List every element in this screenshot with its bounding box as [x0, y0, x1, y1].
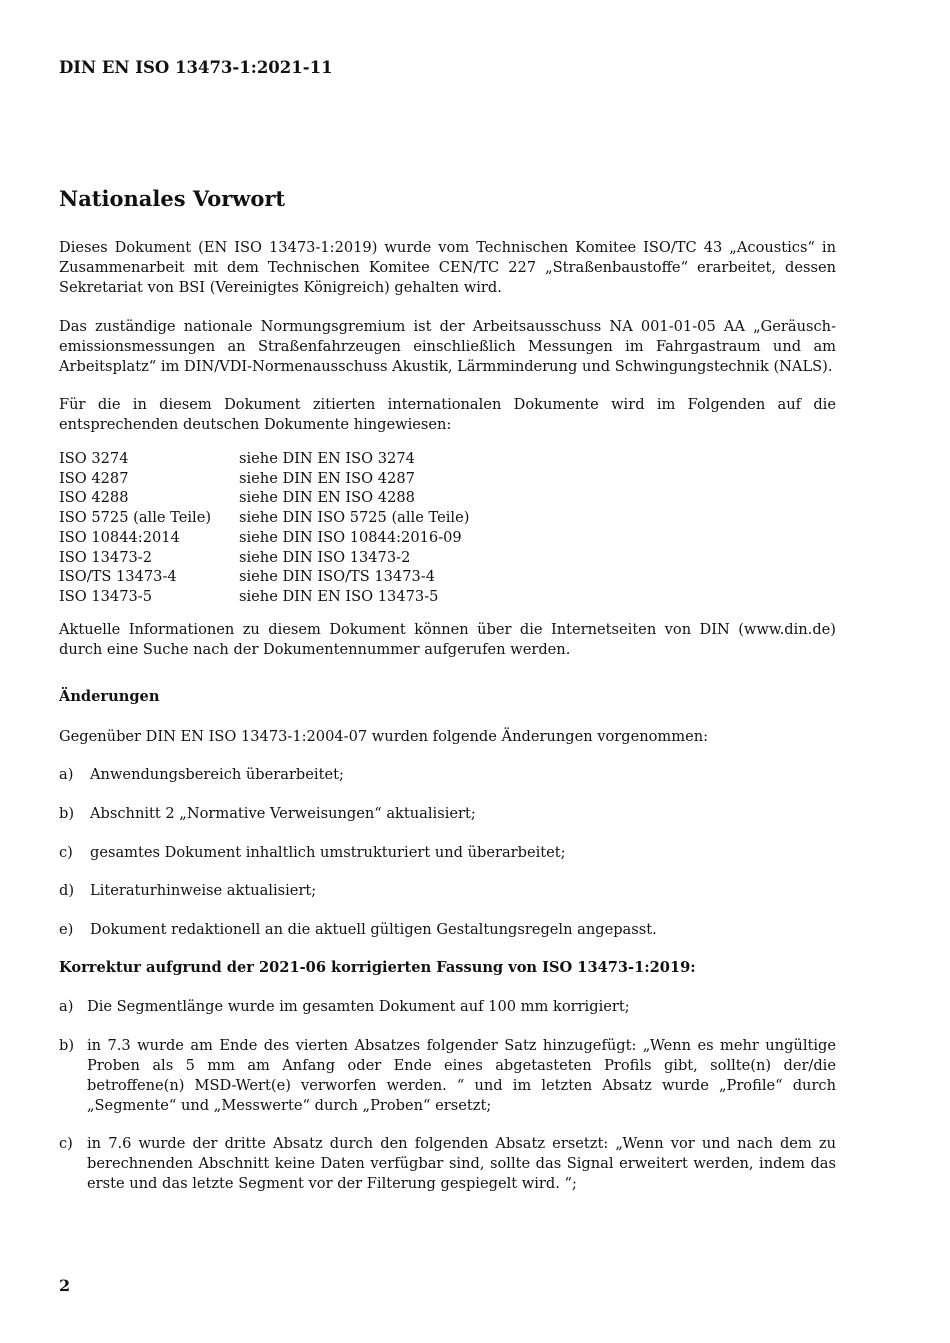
item-text: in 7.6 wurde der dritte Absatz durch den folgenden Absatz ersetzt: „Wenn vor und nach dem zu berechnenden Abschnitt keine Daten verfügbar sind, sollte das Signal erweitert werden, indem das erste und das letzte Segment vor der Filterung gespiegelt wird. “; [87, 1135, 836, 1192]
corrections-heading: Korrektur aufgrund der 2021-06 korrigierten Fassung von ISO 13473-1:2019: [59, 959, 696, 976]
din-ref: siehe DIN EN ISO 4288 [239, 489, 415, 507]
paragraph-din-info: Aktuelle Informationen zu diesem Dokument können über die Internetseiten von DIN (www.din.de) durch eine Suche nach der Dokumentennummer aufgerufen werden. [59, 621, 836, 658]
correction-item [59, 1036, 836, 1116]
item-label: d) [59, 882, 75, 899]
change-item [59, 920, 836, 940]
din-ref: siehe DIN EN ISO 13473-5 [239, 587, 439, 605]
reference-row [59, 469, 469, 489]
paragraph-standards-body: Das zuständige nationale Normungsgremium ist der Arbeitsausschuss NA 001-01-05 AA „Geräusch-emissionsmessungen an Straßenfahrzeugen einschließlich Messungen im Fahrgastraum und am Arbeitsplatz“ im DIN/VDI-Normenausschuss Akustik, Lärmminderung und Schwingungstechnik (NALS). [59, 318, 836, 375]
change-item [59, 881, 836, 901]
reference-row [59, 587, 469, 607]
document-header: DIN EN ISO 13473-1:2021-11 [59, 58, 333, 77]
changes-heading: Änderungen [59, 688, 160, 705]
item-text: gesamtes Dokument inhaltlich umstrukturiert und überarbeitet; [90, 844, 566, 861]
din-ref: siehe DIN EN ISO 4287 [239, 469, 415, 487]
item-text: Dokument redaktionell an die aktuell gültigen Gestaltungsregeln angepasst. [90, 921, 657, 938]
item-text: Literaturhinweise aktualisiert; [90, 882, 317, 899]
changes-intro: Gegenüber DIN EN ISO 13473-1:2004-07 wurden folgende Änderungen vorgenommen: [59, 728, 709, 745]
iso-ref: ISO 13473-2 [59, 548, 153, 566]
change-item [59, 843, 836, 863]
iso-ref: ISO/TS 13473-4 [59, 568, 177, 586]
iso-ref: ISO 13473-5 [59, 587, 153, 605]
reference-row [59, 449, 469, 469]
section-title: Nationales Vorwort [59, 186, 286, 211]
iso-ref: ISO 4287 [59, 469, 129, 487]
page-number: 2 [59, 1276, 71, 1295]
reference-list [59, 449, 469, 607]
item-label: e) [59, 921, 74, 938]
iso-ref: ISO 5725 (alle Teile) [59, 509, 212, 527]
reference-row [59, 508, 469, 528]
reference-row [59, 488, 469, 508]
din-ref: siehe DIN ISO 5725 (alle Teile) [239, 509, 470, 527]
item-text: Abschnitt 2 „Normative Verweisungen“ aktualisiert; [90, 805, 476, 822]
correction-item [59, 997, 836, 1017]
din-ref: siehe DIN ISO 13473-2 [239, 548, 411, 566]
paragraph-committee: Dieses Dokument (EN ISO 13473-1:2019) wurde vom Technischen Komitee ISO/TC 43 „Acoustics“ in Zusammenarbeit mit dem Technischen Komitee CEN/TC 227 „Straßenbaustoffe“ erarbeitet, dessen Sekretariat von BSI (Vereinigtes Königreich) gehalten wird. [59, 239, 836, 296]
item-text: in 7.3 wurde am Ende des vierten Absatzes folgender Satz hinzugefügt: „Wenn es mehr ungültige Proben als 5 mm am Anfang oder Ende eines abgetasteten Profils gibt, sollte(n) der/die betroffene(n) MSD-Wert(e) verworfen werden. “ und im letzten Absatz wurde „Profile“ durch „Segmente“ und „Messwerte“ durch „Proben“ ersetzt; [87, 1037, 836, 1114]
item-label: c) [59, 844, 73, 861]
item-label: b) [59, 1037, 75, 1054]
din-ref: siehe DIN ISO/TS 13473-4 [239, 568, 435, 586]
item-text: Die Segmentlänge wurde im gesamten Dokument auf 100 mm korrigiert; [87, 998, 630, 1015]
reference-row [59, 528, 469, 548]
reference-row [59, 548, 469, 568]
change-item [59, 804, 836, 824]
item-label: a) [59, 766, 74, 783]
reference-row [59, 567, 469, 587]
item-text: Anwendungsbereich überarbeitet; [90, 766, 344, 783]
iso-ref: ISO 10844:2014 [59, 528, 180, 546]
iso-ref: ISO 4288 [59, 489, 129, 507]
item-label: c) [59, 1135, 73, 1152]
item-label: a) [59, 998, 74, 1015]
din-ref: siehe DIN EN ISO 3274 [239, 450, 415, 467]
din-ref: siehe DIN ISO 10844:2016-09 [239, 528, 462, 546]
iso-ref: ISO 3274 [59, 450, 129, 467]
correction-item [59, 1134, 836, 1194]
change-item [59, 765, 836, 785]
item-label: b) [59, 805, 75, 822]
paragraph-references-intro: Für die in diesem Dokument zitierten internationalen Dokumente wird im Folgenden auf die entsprechenden deutschen Dokumente hingewiesen: [59, 396, 836, 433]
